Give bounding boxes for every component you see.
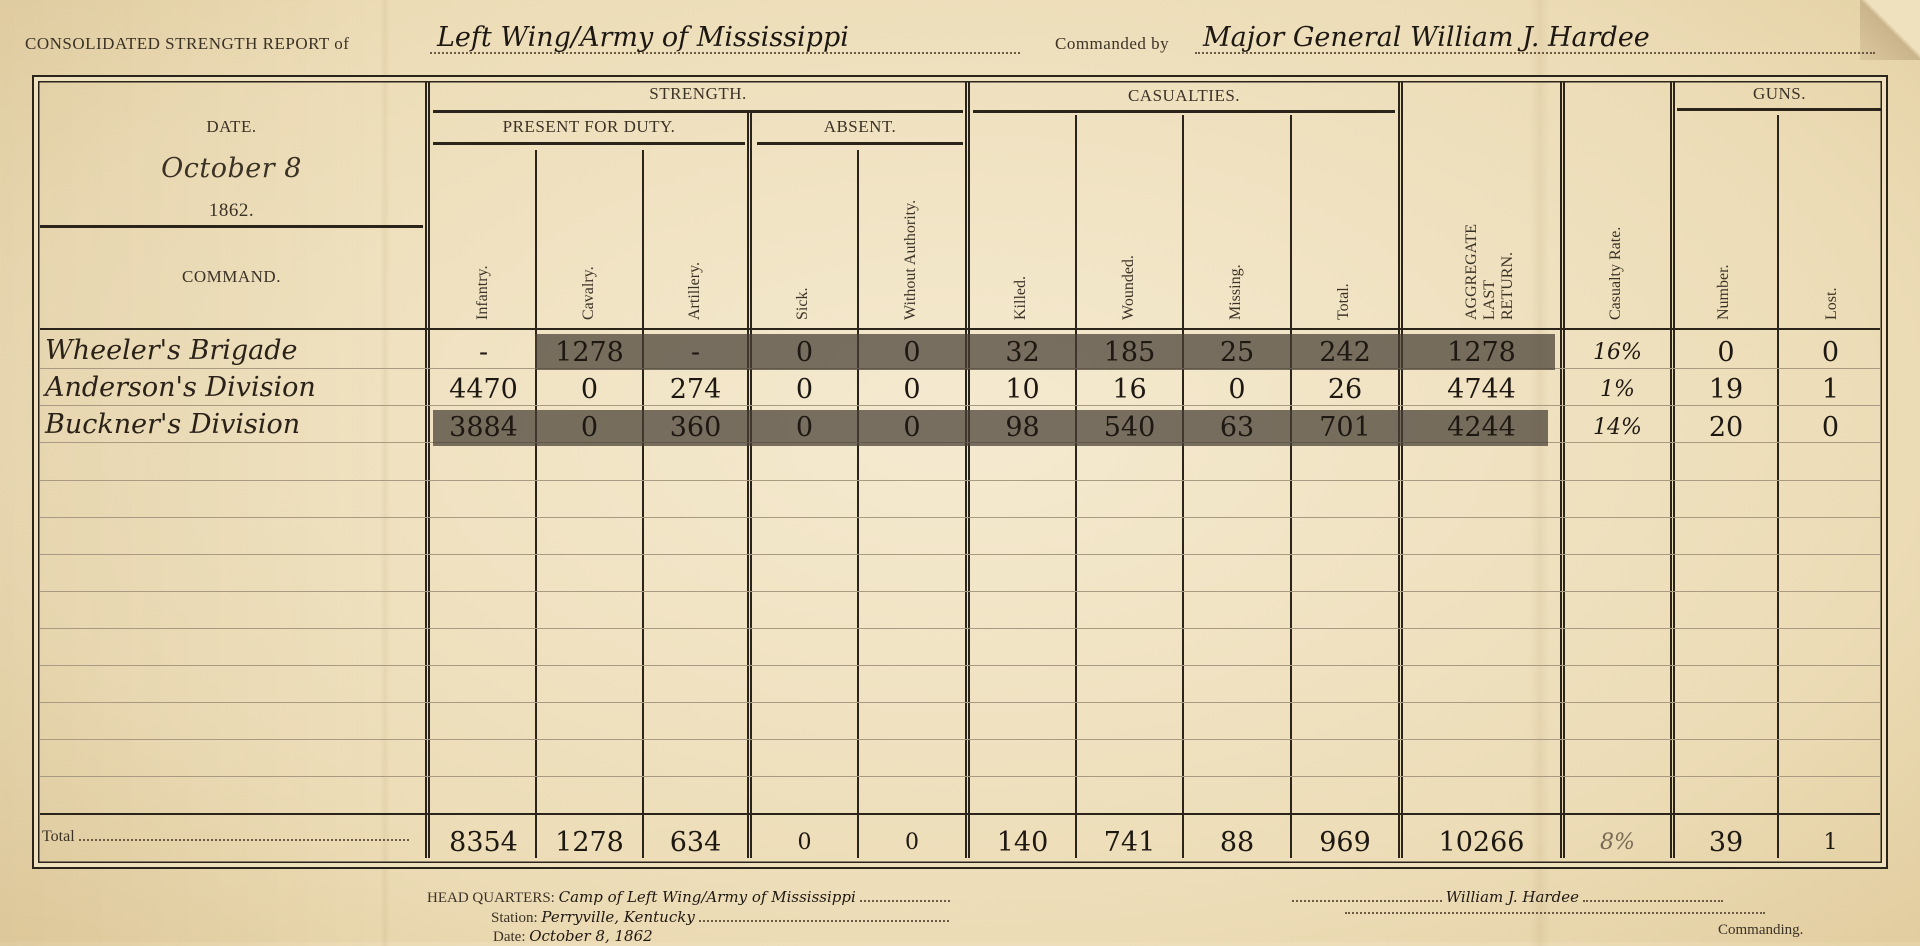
footer-hq: [427, 888, 950, 907]
row-name-wheeler: Wheeler's Brigade: [45, 335, 298, 366]
total-guns-number: 39: [1708, 827, 1744, 858]
cell-casualty-rate: 14%: [1593, 415, 1642, 440]
commander-name: Major General William J. Hardee: [1203, 22, 1650, 53]
station-value: Perryville, Kentucky: [541, 908, 695, 926]
report-label: CONSOLIDATED STRENGTH REPORT of: [25, 34, 350, 53]
divider-guns: [1777, 115, 1779, 858]
unit-name: Left Wing/Army of Mississippi: [437, 22, 849, 53]
guns-header: GUNS.: [1752, 84, 1807, 103]
divider-absent: [965, 82, 970, 858]
footer-station: [491, 908, 949, 927]
divider-infantry: [535, 150, 537, 858]
col-cavalry-header: Cavalry.: [580, 266, 597, 320]
divider-sick: [857, 150, 859, 858]
col-total-header: Total.: [1335, 283, 1352, 320]
cell-infantry: -: [478, 337, 489, 368]
total-sick: 0: [797, 830, 812, 855]
cell-killed: 32: [1005, 337, 1040, 368]
total-casualty-rate: 8%: [1600, 830, 1635, 855]
date-label-footer: Date:: [493, 929, 526, 945]
guns-underline: [1677, 108, 1882, 111]
ruled-line: [40, 776, 1880, 777]
total-total: 969: [1319, 827, 1371, 858]
report-header: [25, 22, 1895, 62]
cell-casualty-rate: 1%: [1600, 377, 1635, 402]
cell-infantry: 4470: [449, 374, 518, 405]
cell-total: 242: [1319, 337, 1371, 368]
divider-command: [425, 82, 430, 858]
row-name-buckner: Buckner's Division: [45, 409, 301, 440]
cell-cavalry: 0: [580, 374, 599, 405]
date-value-footer: October 8, 1862: [529, 927, 653, 945]
total-missing: 88: [1219, 827, 1255, 858]
cell-guns-number: 19: [1708, 374, 1744, 405]
present-underline: [433, 142, 745, 145]
cell-artillery: -: [690, 337, 701, 368]
total-guns-lost: 1: [1823, 830, 1838, 855]
total-label: Total: [42, 828, 409, 846]
cell-wounded: 16: [1112, 374, 1147, 405]
cell-killed: 10: [1005, 374, 1040, 405]
command-label: COMMAND.: [182, 267, 281, 286]
date-label: DATE.: [206, 117, 257, 136]
commanding-label: Commanding.: [1718, 922, 1804, 938]
ruled-line: [40, 480, 1880, 481]
col-without-authority-header: Without Authority.: [902, 199, 919, 320]
col-killed-header: Killed.: [1012, 276, 1029, 320]
cell-wounded: 540: [1103, 412, 1156, 443]
cell-guns-lost: 0: [1821, 412, 1840, 443]
divider-rate: [1670, 82, 1675, 858]
divider-present: [747, 110, 752, 858]
date-underline: [40, 225, 423, 228]
total-killed: 140: [996, 827, 1049, 858]
divider-missing: [1290, 115, 1292, 858]
col-artillery-header: Artillery.: [686, 261, 703, 320]
divider-aggregate: [1560, 82, 1565, 858]
ruled-line: [40, 702, 1880, 703]
hq-value: Camp of Left Wing/Army of Mississippi: [558, 888, 856, 906]
cell-sick: 0: [795, 374, 814, 405]
total-aggregate: 10266: [1438, 827, 1525, 858]
unit-dotted-line: [430, 52, 1020, 54]
cell-without-authority: 0: [903, 337, 921, 368]
date-month-day: October 8: [161, 153, 302, 184]
footer-date: [493, 927, 653, 946]
cell-cavalry: 0: [580, 412, 599, 443]
divider-cavalry: [642, 150, 644, 858]
ruled-line: [40, 517, 1880, 518]
strength-underline: [433, 110, 963, 113]
station-label: Station:: [491, 910, 538, 926]
hq-label: HEAD QUARTERS:: [427, 890, 555, 906]
cell-sick: 0: [795, 412, 814, 443]
commanded-label: Commanded by: [1055, 34, 1170, 53]
cell-artillery: 274: [669, 374, 722, 405]
cell-infantry: 3884: [449, 412, 518, 443]
total-without-authority: 0: [905, 830, 919, 855]
ruled-line: [40, 554, 1880, 555]
col-infantry-header: Infantry.: [474, 265, 491, 320]
cell-guns-lost: 1: [1821, 374, 1840, 405]
casualties-header: CASUALTIES.: [1127, 86, 1241, 105]
cell-guns-number: 20: [1708, 412, 1744, 443]
cell-aggregate: 1278: [1447, 337, 1516, 368]
cell-missing: 25: [1219, 337, 1255, 368]
strength-header: STRENGTH.: [649, 84, 747, 103]
header-bottom-rule: [40, 328, 1880, 330]
cell-cavalry: 1278: [555, 337, 624, 368]
absent-underline: [757, 142, 963, 145]
signature: William J. Hardee: [1445, 888, 1579, 906]
total-wounded: 741: [1103, 827, 1156, 858]
ruled-line: [40, 739, 1880, 740]
cell-wounded: 185: [1103, 337, 1156, 368]
total-artillery: 634: [669, 827, 722, 858]
col-guns-lost-header: Lost.: [1823, 287, 1840, 320]
divider-casualties: [1398, 82, 1403, 858]
cell-killed: 98: [1005, 412, 1040, 443]
total-top-rule: [40, 813, 1880, 815]
divider-killed: [1075, 115, 1077, 858]
divider-wounded: [1182, 115, 1184, 858]
present-for-duty-header: PRESENT FOR DUTY.: [502, 117, 676, 136]
casualties-underline: [973, 110, 1395, 113]
row-name-anderson: Anderson's Division: [45, 372, 316, 403]
col-casualty-rate-header: Casualty Rate.: [1607, 226, 1624, 320]
ruled-line: [40, 665, 1880, 666]
cell-missing: 0: [1228, 374, 1246, 405]
cell-guns-lost: 0: [1821, 337, 1840, 368]
ruled-line: [40, 628, 1880, 629]
cell-guns-number: 0: [1717, 337, 1735, 368]
col-guns-number-header: Number.: [1715, 264, 1732, 320]
col-aggregate-header: AGGREGATE LAST RETURN.: [1463, 224, 1516, 320]
total-infantry: 8354: [449, 827, 518, 858]
cell-aggregate: 4744: [1447, 374, 1516, 405]
ruled-line: [40, 591, 1880, 592]
cell-artillery: 360: [669, 412, 722, 443]
cell-without-authority: 0: [903, 374, 921, 405]
footer-signature: [1292, 888, 1723, 907]
col-wounded-header: Wounded.: [1120, 255, 1137, 320]
col-sick-header: Sick.: [794, 287, 811, 320]
col-missing-header: Missing.: [1227, 264, 1244, 320]
cell-without-authority: 0: [903, 412, 921, 443]
date-year: 1862.: [208, 200, 255, 221]
cell-total: 701: [1319, 412, 1371, 443]
absent-header: ABSENT.: [823, 117, 897, 136]
total-cavalry: 1278: [555, 827, 624, 858]
cell-aggregate: 4244: [1447, 412, 1516, 443]
cell-total: 26: [1327, 374, 1363, 405]
commander-dotted-line: [1195, 52, 1875, 54]
cell-casualty-rate: 16%: [1593, 340, 1642, 365]
cell-sick: 0: [795, 337, 814, 368]
cell-missing: 63: [1219, 412, 1255, 443]
signature-second-line: [1345, 912, 1765, 914]
